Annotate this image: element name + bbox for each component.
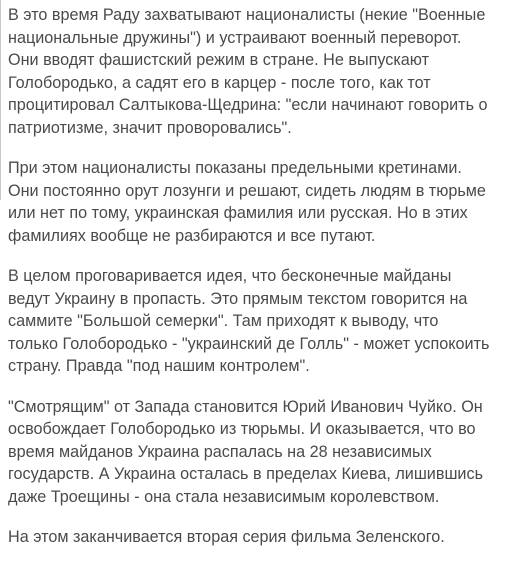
paragraph-5 xyxy=(8,526,516,549)
text-line: процитировал Салтыкова-Щедрина: "если начинают говорить о xyxy=(8,96,488,114)
text-line: только Голобородько - "украинский де Голль" - может успокоить xyxy=(8,334,490,353)
text-line: При этом националисты показаны предельными кретинами. xyxy=(8,159,462,177)
text-line: Они постоянно орут лозунги и решают, сидеть людям в тюрьме xyxy=(8,181,486,200)
text-line: "Смотрящим" от Запада становится Юрий Иванович Чуйко. Он xyxy=(8,397,483,416)
text-line: или нет по тому, украинская фамилия или русская. Но в этих xyxy=(8,204,468,222)
paragraph-4 xyxy=(8,396,516,509)
paragraph-1 xyxy=(8,4,516,139)
text-line: патриотизме, значит проворовались". xyxy=(8,118,292,137)
text-line: страну. Правда "под нашим контролем". xyxy=(8,357,310,375)
text-line: Они вводят фашистский режим в стране. Не выпускают xyxy=(8,51,429,69)
paragraph-2 xyxy=(8,157,516,247)
text-line: Голобородько, а садят его в карцер - после того, как тот xyxy=(8,73,431,92)
text-line: ведут Украину в пропасть. Это прямым текстом говорится на xyxy=(8,289,468,308)
text-line: национальные дружины") и устраивают военный переворот. xyxy=(8,28,462,47)
text-line: саммите "Большой семерки". Там приходят к выводу, что xyxy=(8,312,439,330)
article-body xyxy=(8,4,516,567)
left-border-rule xyxy=(0,0,1,200)
text-line: государств. А Украина осталась в пределах Киева, лишившись xyxy=(8,465,483,483)
text-line: даже Троещины - она стала независимым королевством. xyxy=(8,487,440,506)
text-line: В целом проговаривается идея, что бесконечные майданы xyxy=(8,267,452,285)
text-line: На этом заканчивается вторая серия фильма Зеленского. xyxy=(8,528,445,546)
paragraph-3 xyxy=(8,265,516,378)
text-line: время майданов Украина распалась на 28 независимых xyxy=(8,442,432,461)
text-line: освобождает Голобородько из тюрьмы. И оказывается, что во xyxy=(8,420,476,438)
text-line: фамилиях вообще не разбираются и все путают. xyxy=(8,226,376,245)
text-line: В это время Раду захватывают националисты (некие "Военные xyxy=(8,6,486,24)
